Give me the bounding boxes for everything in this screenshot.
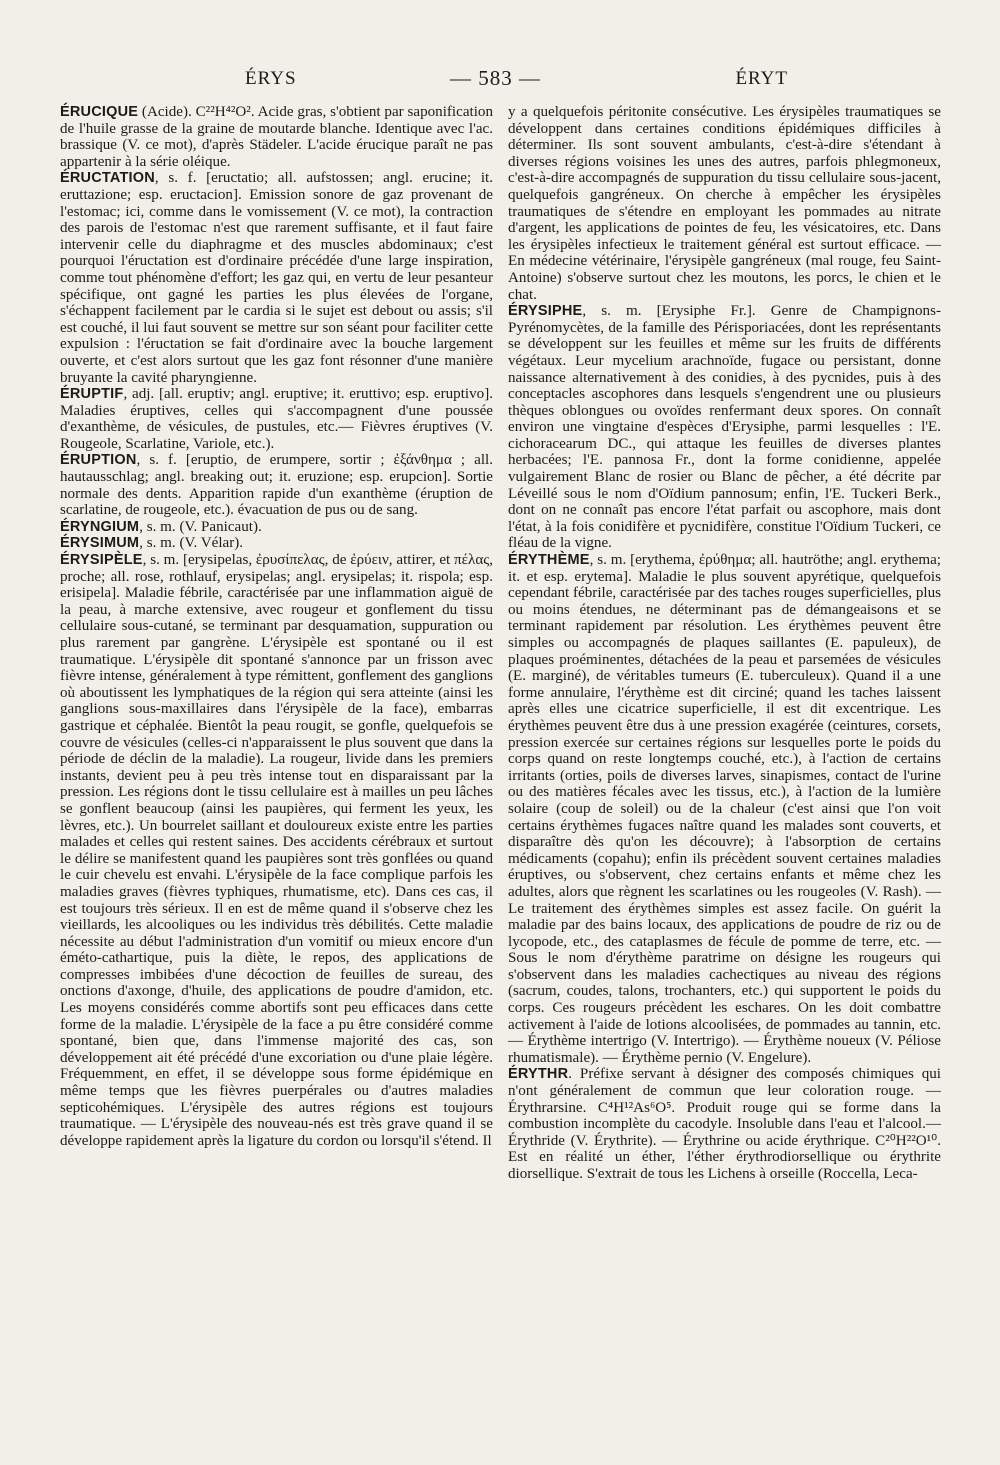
- entry-erysipele: [60, 552, 493, 1149]
- entry-eryngium: [60, 519, 493, 536]
- left-column: [60, 104, 493, 1149]
- entry-text: , s. f. [eruptio, de erumpere, sortir ; ἐξάνθημα ; all. hautausschlag; angl. breaking out; it. eruzione; esp. erupcion]. Sortie normale des dents. Apparition rapide d'un exanthème (éruption de scarlatine, de rougeole, etc.). évacuation de pus ou de sang.: [60, 452, 493, 519]
- entry-eruptif: [60, 386, 493, 452]
- entry-erysiphe: [508, 303, 941, 552]
- headword: ÉRUPTION: [60, 452, 137, 469]
- headword: ÉRYTHÈME: [508, 552, 590, 569]
- headword: ÉRUCIQUE: [60, 104, 139, 120]
- entry-text: y a quelquefois péritonite consécutive. Les érysipèles traumatiques se développent dans certaines conditions épidémiques difficiles à déterminer. Ils sont souvent ambulants, c'est-à-dire s'étendant à diverses régions voisines les unes des autres, parfois phlegmoneux, c'est-à-dire accompagnés de suppuration du tissu cellulaire sous-jacent, quelquefois gangréneux. On cherche à empêcher les érysipèles traumatiques de s'étendre en employant les pommades au nitrate d'argent, les applications de pointes de feu, les vésicatoires, etc. Dans les érysipèles infectieux le traitement général est surtout efficace. — En médecine vétérinaire, l'érysipèle gangréneux (mal rouge, feu Saint-Antoine) s'observe surtout chez les moutons, les porcs, le chien et le chat.: [508, 104, 941, 303]
- entry-erysimum: [60, 535, 493, 552]
- entry-eructation: [60, 170, 493, 386]
- right-column: [508, 104, 941, 1183]
- headword: ÉRYTHR: [508, 1066, 569, 1083]
- headword: ÉRYSIPHE: [508, 303, 583, 320]
- headword: ÉRYSIPÈLE: [60, 552, 143, 569]
- entry-eruption: [60, 452, 493, 518]
- headword: ÉRUPTIF: [60, 386, 124, 403]
- header-right-guideword: ÉRYT: [735, 68, 788, 89]
- entry-text: , s. m. (V. Vélar).: [139, 535, 244, 552]
- entry-text: , s. m. [erythema, ἐρύθημα; all. hautröthe; angl. erythema; it. et esp. erytema]. Maladie le plus souvent apyrétique, quelquefois cependant fébrile, caractérisée par des taches rouges superficielles, plus ou moins étendues, ne déterminant pas de démangeaisons et se terminant rapidement par résolution. Les érythèmes peuvent être simples ou accompagnés de plaques saillantes (E. papuleux), de plaques proéminentes, détachées de la peau et parsemées de vésicules (E. marginé), de véritables tumeurs (E. tuberculeux). Quand il a une forme annulaire, l'érythème est dit circiné; quand les taches laissent après elles une cicatrice superficielle, il est dit excentrique. Les érythèmes peuvent être dus à une pression exagérée (ceintures, corsets, pression exercée sur certaines régions sur lesquelles porte le poids du corps quand on reste longtemps couché, etc.), à l'action de certains irritants (orties, poils de diverses larves, sinapismes, contact de l'urine ou des matières fécales avec les tissus, etc.), à l'action de la lumière solaire (coup de soleil) ou de la chaleur (c'est ainsi que l'on voit certains érythèmes fugaces naître quand les malades sont couverts, et disparaître dès qu'on les découvre); à l'absorption de certains médicaments (copahu); enfin ils précèdent souvent certaines maladies éruptives, ou s'observent, chez certains enfants et même chez les adultes, alors que règnent les scarlatines ou les rougeoles (V. Rash). — Le traitement des érythèmes simples est assez facile. On guérit la maladie par des bains locaux, des applications de poudre de riz ou de lycopode, etc., des cataplasmes de fécule de pomme de terre, etc. — Sous le nom d'érythème paratrime on désigne les rougeurs qui s'observent dans les maladies cachectiques au niveau des régions (sacrum, coudes, talons, trochanters, etc.) qui supportent le poids du corps. Ces rougeurs précèdent les eschares. On les doit combattre activement à l'aide de lotions alcoolisées, de pommades au tannin, etc. — Érythème intertrigo (V. Intertrigo). — Érythème noueux (V. Péliose rhumatismale). — Érythème pernio (V. Engelure).: [508, 552, 941, 1066]
- entry-erucique: [60, 104, 493, 170]
- running-header: [60, 62, 950, 96]
- entry-text: , adj. [all. eruptiv; angl. eruptive; it. eruttivo; esp. eruptivo]. Maladies éruptives, celles qui s'accompagnent d'une poussée d'exanthème, de vésicules, de pustules, etc.— Fièvres éruptives (V. Rougeole, Scarlatine, Variole, etc.).: [60, 386, 493, 452]
- entry-text: , s. m. (V. Panicaut).: [139, 518, 262, 535]
- headword: ÉRUCTATION: [60, 170, 155, 187]
- header-left-guideword: ÉRYS: [245, 68, 297, 89]
- page-number: — 583 —: [450, 66, 541, 90]
- entry-erytheme: [508, 552, 941, 1066]
- headword: ÉRYSIMUM: [60, 535, 140, 552]
- entry-text: (Acide). C²²H⁴²O². Acide gras, s'obtient par saponification de l'huile grasse de la graine de moutarde blanche. Identique avec l'ac. brassique (V. ce mot), d'après Städeler. L'acide érucique paraît ne pas appartenir à la série oléique.: [60, 104, 493, 170]
- entry-erythr: [508, 1066, 941, 1182]
- entry-text: , s. m. [erysipelas, ἐρυσίπελας, de ἐρύειν, attirer, et πέλας, proche; all. rose, rothlauf, erysipelas; angl. erysipelas; it. rispola; esp. erisipela]. Maladie fébrile, caractérisée par une inflammation aiguë de la peau, à marche extensive, avec rougeur et gonflement du tissu cellulaire sous-cutané, se terminant par desquamation, suppuration ou plus rarement par gangrène. L'érysipèle est spontané ou il est traumatique. L'érysipèle dit spontané s'annonce par un frisson avec fièvre intense, généralement à type rémittent, gonflement des ganglions où aboutissent les lymphatiques de la région qui sera atteinte (ainsi les ganglions sous-maxillaires dans l'érysipèle de la face), embarras gastrique et céphalée. Bientôt la peau rougit, se gonfle, quelquefois se couvre de vésicules (celles-ci n'apparaissent le plus souvent que dans la période de déclin de la maladie). La rougeur, livide dans les premiers instants, devient peu à peu très intense tout en disparaissant par la pression. Les régions dont le tissu cellulaire est à mailles un peu lâches se gonflent beaucoup (ainsi les paupières, qui ferment les yeux, les lèvres, etc.). Un bourrelet saillant et douloureux existe entre les parties malades et celles qui restent saines. Des accidents cérébraux et surtout le délire se manifestent quand les paupières sont très gonflées ou quand le cuir chevelu est envahi. L'érysipèle de la face complique parfois les maladies graves (fièvres typhiques, rhumatisme, etc). Dans ces cas, il est toujours très sérieux. Il en est de même quand il s'observe chez les vieillards, les alcooliques ou les individus très débilités. Cette maladie nécessite au début l'administration d'un vomitif ou mieux encore d'un éméto-cathartique, puis la diète, le repos, des applications de compresses imbibées d'une décoction de feuilles de sureau, des onctions d'axonge, d'huile, des applications de poudre d'amidon, etc. Les moyens considérés comme abortifs sont peu efficaces dans cette forme de la maladie. L'érysipèle de la face a pu être considéré comme spontané, bien que, dans l'immense majorité des cas, son développement ait été précédé d'une excoriation ou d'une plaie légère. Fréquemment, en effet, il se développe sous forme épidémique en même temps que les fièvres puerpérales ou d'autres maladies septicohémiques. L'érysipèle des autres régions est toujours traumatique. — L'érysipèle des nouveau-nés est très grave quand il se développe rapidement après la ligature du cordon ou lorsqu'il s'étend. Il: [60, 552, 493, 1149]
- entry-text: , s. f. [eructatio; all. aufstossen; angl. erucine; it. eruttazione; esp. eructacion]. Emission sonore de gaz provenant de l'estomac; ici, comme dans le vomissement (V. ce mot), la contraction des parois de l'estomac n'est que rarement suffisante, et il faut faire intervenir celle du diaphragme et des muscles abdominaux; c'est pourquoi l'éructation est d'ordinaire précédée d'une large inspiration, comme tout phénomène d'effort; les gaz qui, en vertu de leur pesanteur spécifique, ont gagné les parties les plus élevées de l'organe, s'échappent facilement par le cardia si le sujet est debout ou assis; s'il est couché, il lui faut souvent se mettre sur son séant pour faciliter cette expulsion : l'éructation se fait d'ordinaire avec la bouche largement ouverte, et c'est alors surtout que les gaz font résonner d'une manière bruyante la cavité pharyngienne.: [60, 170, 493, 386]
- entry-erysipele-continued: [508, 104, 941, 303]
- headword: ÉRYNGIUM: [60, 518, 140, 535]
- entry-text: , s. m. [Erysiphe Fr.]. Genre de Champignons-Pyrénomycètes, de la famille des Périsporiacées, dont les représentants se développent sur les feuilles et même sur les fruits de différents végétaux. Leur mycelium arachnoïde, fugace ou persistant, donne naissance alternativement à des conidies, à des pycnides, puis à des conceptacles ascophores dans lesquels s'engendrent une ou plusieurs thèques oblongues ou ovoïdes renfermant deux spores. On connaît environ une vingtaine d'espèces d'Erysiphe, parmi lesquelles : l'E. cichoracearum DC., qui attaque les feuilles de diverses plantes herbacées; l'E. pannosa Fr., dont la forme conidienne, appelée vulgairement Blanc de rosier ou Blanc de pêcher, a été décrite par Léveillé sous le nom d'Oïdium pannosum; enfin, l'E. Tuckeri Berk., dont on ne connaît pas encore l'état parfait ou ascophore, mais dont l'état, à la fois conidifère et pycnidifère, constitue l'Oïdium Tuckeri, ce fléau de la vigne.: [508, 303, 941, 552]
- entry-text: . Préfixe servant à désigner des composés chimiques qui n'ont généralement de commun que leur coloration rouge. — Érythrarsine. C⁴H¹²As⁶O⁵. Produit rouge qui se forme dans la combustion incomplète du cacodyle. Insoluble dans l'eau et l'alcool.— Érythride (V. Érythrite). — Érythrine ou acide érythrique. C²⁰H²²O¹⁰. Est en réalité un éther, l'éther érythrodiorsellique ou érythrite diorsellique. S'extrait de tous les Lichens à orseille (Roccella, Leca-: [508, 1066, 941, 1182]
